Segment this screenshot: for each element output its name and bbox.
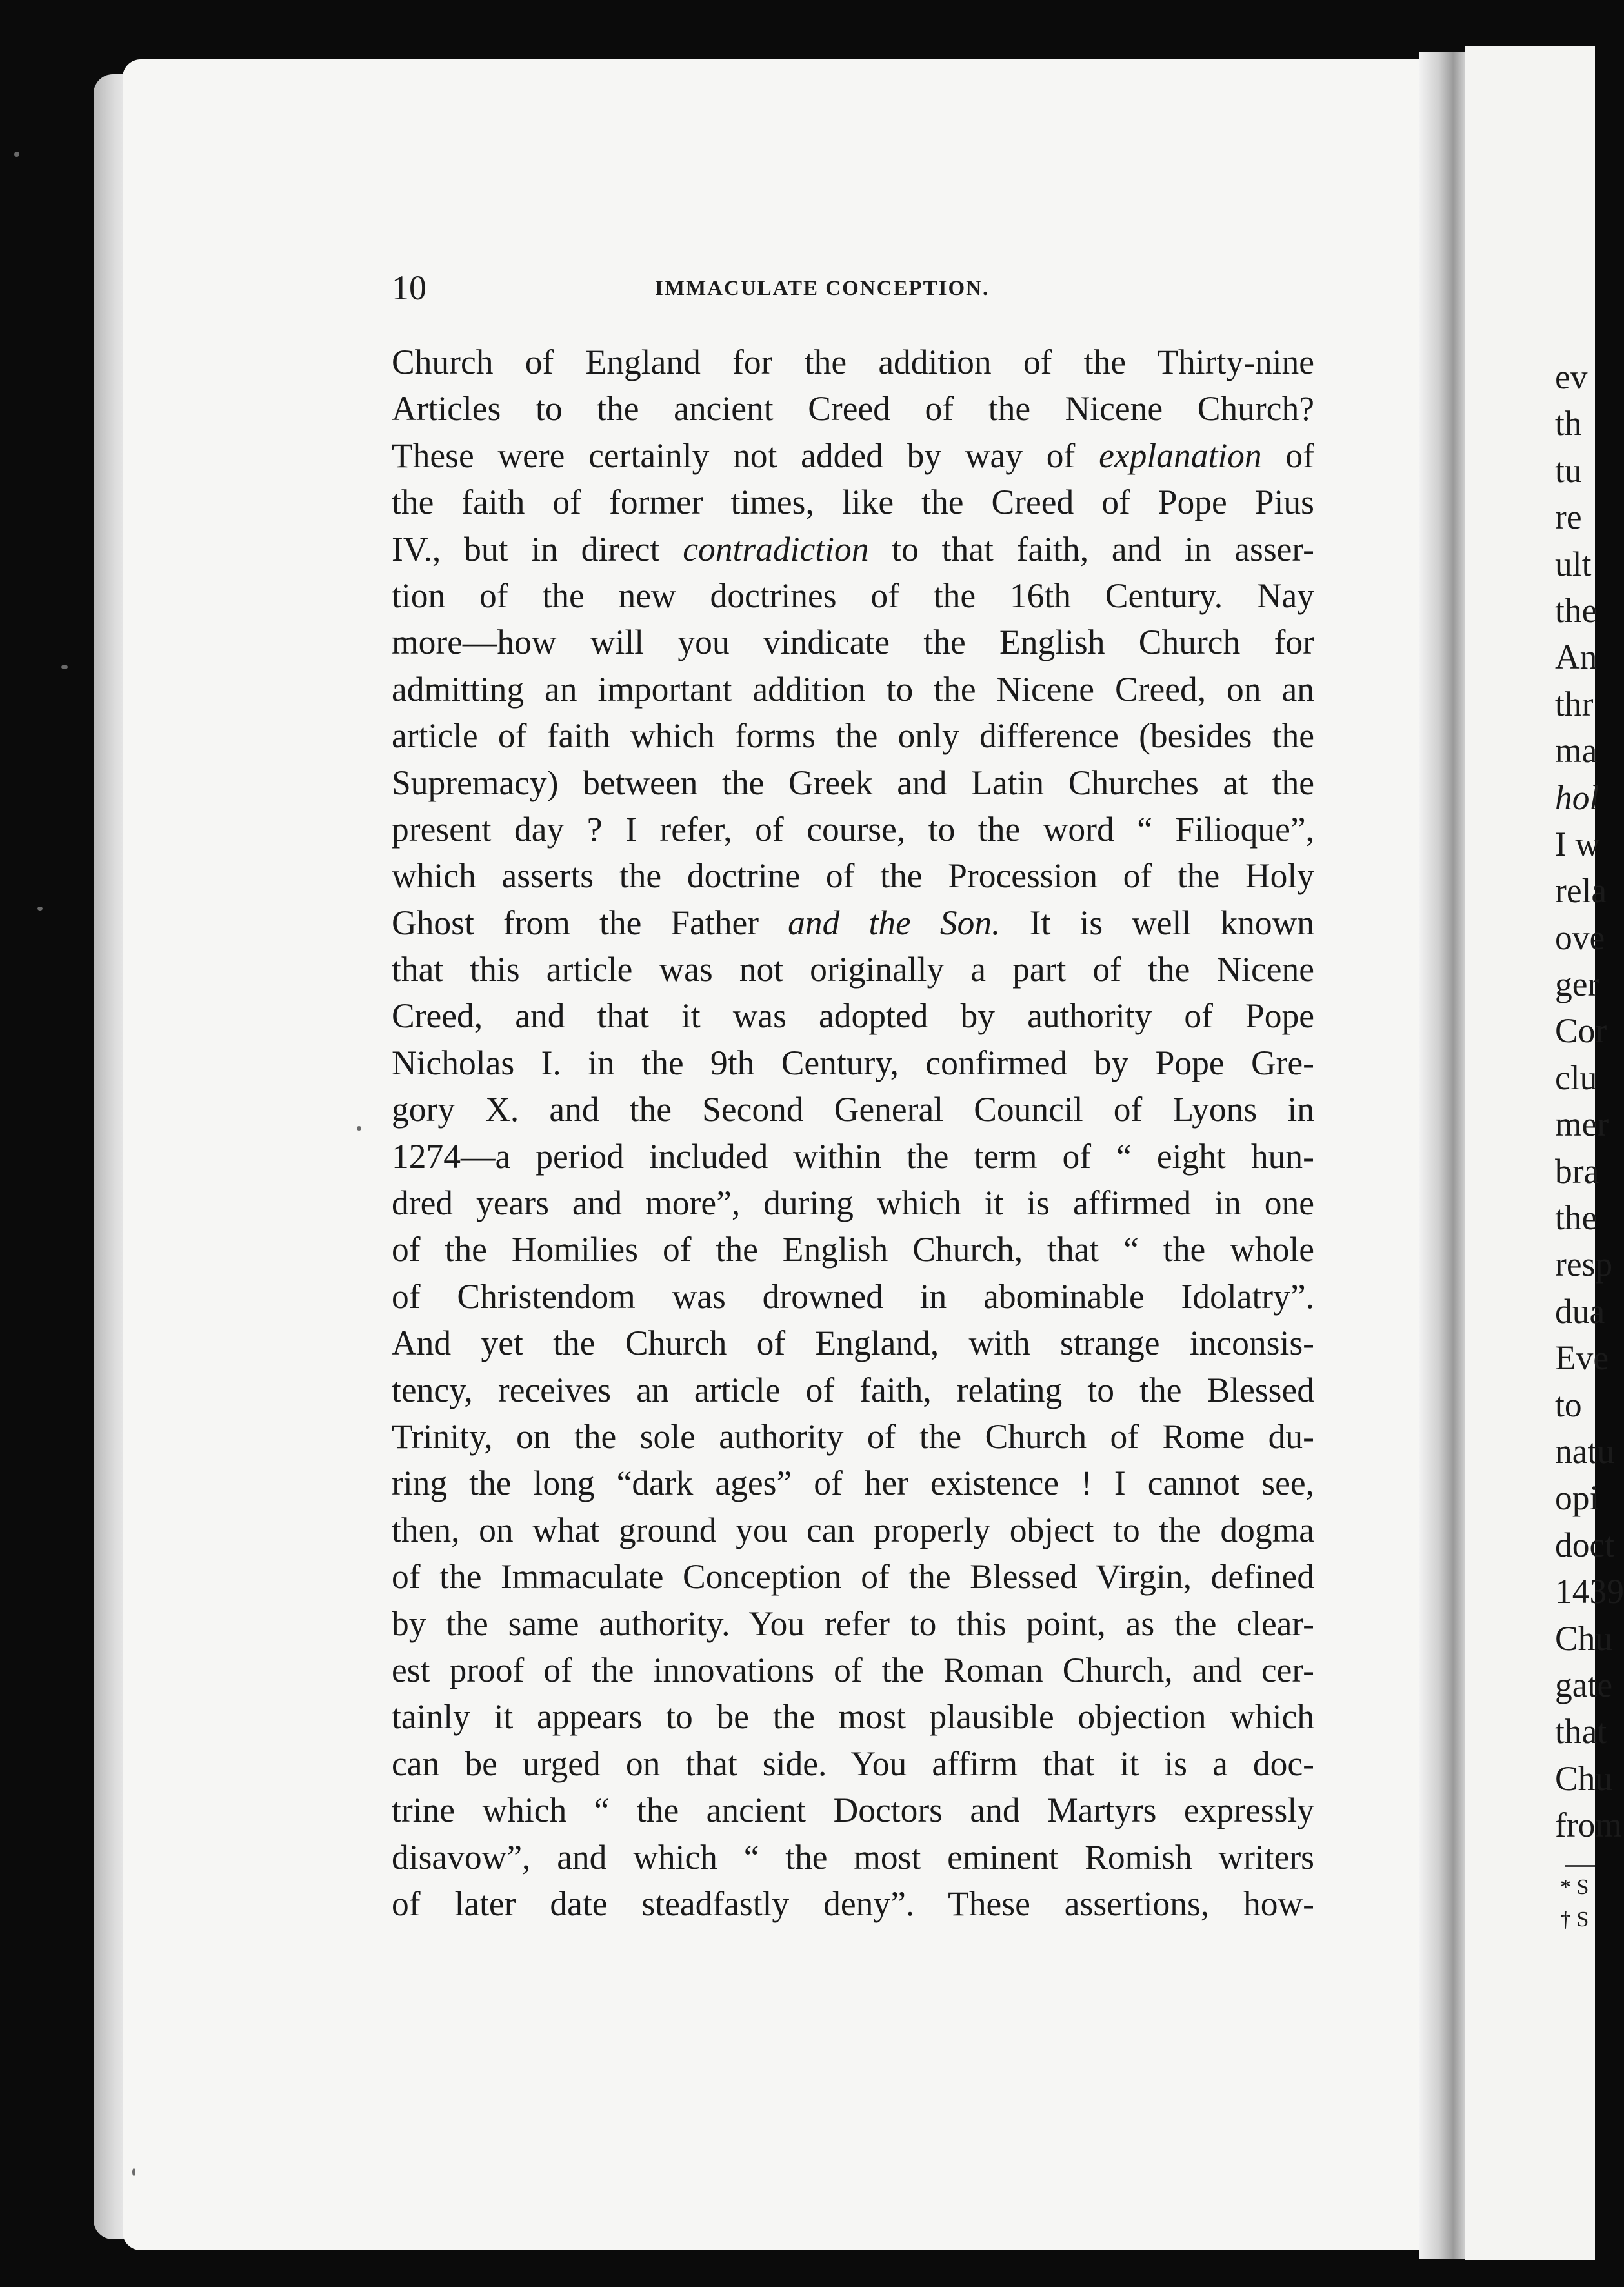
footnote-fragment: * S [1560, 1875, 1589, 1899]
facing-text-fragment: I w [1555, 824, 1600, 863]
text-line: Articles to the ancient Creed of the Nicene Church? [392, 389, 1314, 428]
text-line: Creed, and that it was adopted by authority of Pope [392, 996, 1314, 1036]
scan-speck [37, 907, 43, 911]
text-line: Ghost from the Father and the Son. It is well known [392, 903, 1314, 942]
text-line: IV., but in direct contradiction to that faith, and in asser- [392, 529, 1314, 569]
facing-text-fragment: mer [1555, 1105, 1609, 1144]
scan-speck [357, 1126, 361, 1131]
text-line: These were certainly not added by way of explanation of [392, 436, 1314, 475]
text-line: And yet the Church of England, with strange inconsis- [392, 1324, 1314, 1363]
text-line: tion of the new doctrines of the 16th Century. Nay [392, 576, 1314, 615]
text-line: article of faith which forms the only difference (besides the [392, 716, 1314, 756]
scan-speck [132, 2168, 135, 2176]
facing-text-fragment: Chu [1555, 1758, 1613, 1798]
text-line: gory X. and the Second General Council of Lyons in [392, 1090, 1314, 1129]
facing-text-fragment: ger [1555, 965, 1599, 1004]
facing-page-text [1555, 354, 1624, 1849]
text-line: the faith of former times, like the Creed of Pope Pius [392, 483, 1314, 522]
facing-text-fragment: that [1555, 1712, 1607, 1751]
facing-text-fragment: Eve [1555, 1338, 1609, 1378]
facing-text-fragment: rela [1555, 871, 1607, 911]
text-line: est proof of the innovations of the Roman Church, and cer- [392, 1650, 1314, 1689]
facing-text-fragment: bra [1555, 1151, 1599, 1191]
facing-text-fragment: to [1555, 1385, 1582, 1424]
page-number: 10 [392, 268, 426, 307]
text-line: of the Immaculate Conception of the Blessed Virgin, defined [392, 1557, 1314, 1597]
footnote-fragment: † S [1560, 1908, 1589, 1931]
text-line: then, on what ground you can properly object to the dogma [392, 1510, 1314, 1549]
text-line: by the same authority. You refer to this point, as the clear- [392, 1604, 1314, 1643]
facing-text-fragment: 1439 [1555, 1572, 1624, 1611]
text-line: Supremacy) between the Greek and Latin Churches at the [392, 763, 1314, 802]
text-line: tency, receives an article of faith, relating to the Blessed [392, 1370, 1314, 1409]
facing-text-fragment: tu [1555, 450, 1582, 490]
footnote-rule [1565, 1865, 1595, 1867]
facing-text-fragment: ult [1555, 544, 1592, 583]
scan-speck [14, 152, 19, 157]
text-line: trine which “ the ancient Doctors and Martyrs expressly [392, 1791, 1314, 1830]
text-line: ring the long “dark ages” of her existence ! I cannot see, [392, 1464, 1314, 1503]
text-line: more—how will you vindicate the English Church for [392, 623, 1314, 662]
text-line: dred years and more”, during which it is affirmed in one [392, 1184, 1314, 1223]
text-line: disavow”, and which “ the most eminent Romish writers [392, 1837, 1314, 1877]
text-line: of Christendom was drowned in abominable Idolatry”. [392, 1276, 1314, 1316]
facing-text-fragment: ove [1555, 918, 1605, 957]
facing-text-fragment: thr [1555, 684, 1594, 723]
facing-text-fragment: from [1555, 1806, 1622, 1845]
facing-page-footnotes [1560, 1871, 1595, 1936]
facing-text-fragment: the [1555, 590, 1598, 630]
facing-text-fragment: gate [1555, 1665, 1613, 1704]
facing-text-fragment: the [1555, 1198, 1598, 1238]
facing-text-fragment: doct [1555, 1525, 1615, 1564]
text-line: Church of England for the addition of the Thirty-nine [392, 343, 1314, 381]
facing-text-fragment: Cor [1555, 1011, 1607, 1051]
book-gutter [1419, 52, 1468, 2259]
facing-text-fragment: ma [1555, 731, 1598, 771]
facing-text-fragment: natu [1555, 1431, 1615, 1471]
text-line: of the Homilies of the English Church, that “ the whole [392, 1230, 1314, 1269]
text-line: 1274—a period included within the term of “ eight hun- [392, 1136, 1314, 1176]
text-line: which asserts the doctrine of the Procession of the Holy [392, 856, 1314, 896]
facing-text-fragment: re [1555, 498, 1582, 537]
text-line: Trinity, on the sole authority of the Church of Rome du- [392, 1416, 1314, 1456]
facing-text-fragment: Chu [1555, 1618, 1613, 1658]
facing-text-fragment: resp [1555, 1245, 1613, 1284]
facing-text-fragment: dua [1555, 1291, 1605, 1331]
page-header [392, 268, 1056, 319]
facing-text-fragment: An [1555, 638, 1598, 677]
text-line: Nicholas I. in the 9th Century, confirmed by Pope Gre- [392, 1043, 1314, 1082]
text-line: tainly it appears to be the most plausible objection which [392, 1697, 1314, 1737]
facing-text-fragment: th [1555, 404, 1582, 443]
text-line: admitting an important addition to the Nicene Creed, on an [392, 669, 1314, 709]
text-line: of later date steadfastly deny”. These assertions, how- [392, 1884, 1314, 1923]
text-line: that this article was not originally a part of the Nicene [392, 950, 1314, 989]
body-text [392, 339, 1314, 1927]
scan-speck [61, 665, 68, 669]
facing-text-fragment: hol [1555, 778, 1599, 817]
facing-text-fragment: ev [1555, 358, 1588, 396]
text-line: can be urged on that side. You affirm that it is a doc- [392, 1744, 1314, 1783]
facing-text-fragment: opi [1555, 1478, 1599, 1518]
running-head: IMMACULATE CONCEPTION. [655, 277, 990, 300]
text-line: present day ? I refer, of course, to the word “ Filioque”, [392, 809, 1314, 849]
facing-text-fragment: clu [1555, 1058, 1598, 1097]
